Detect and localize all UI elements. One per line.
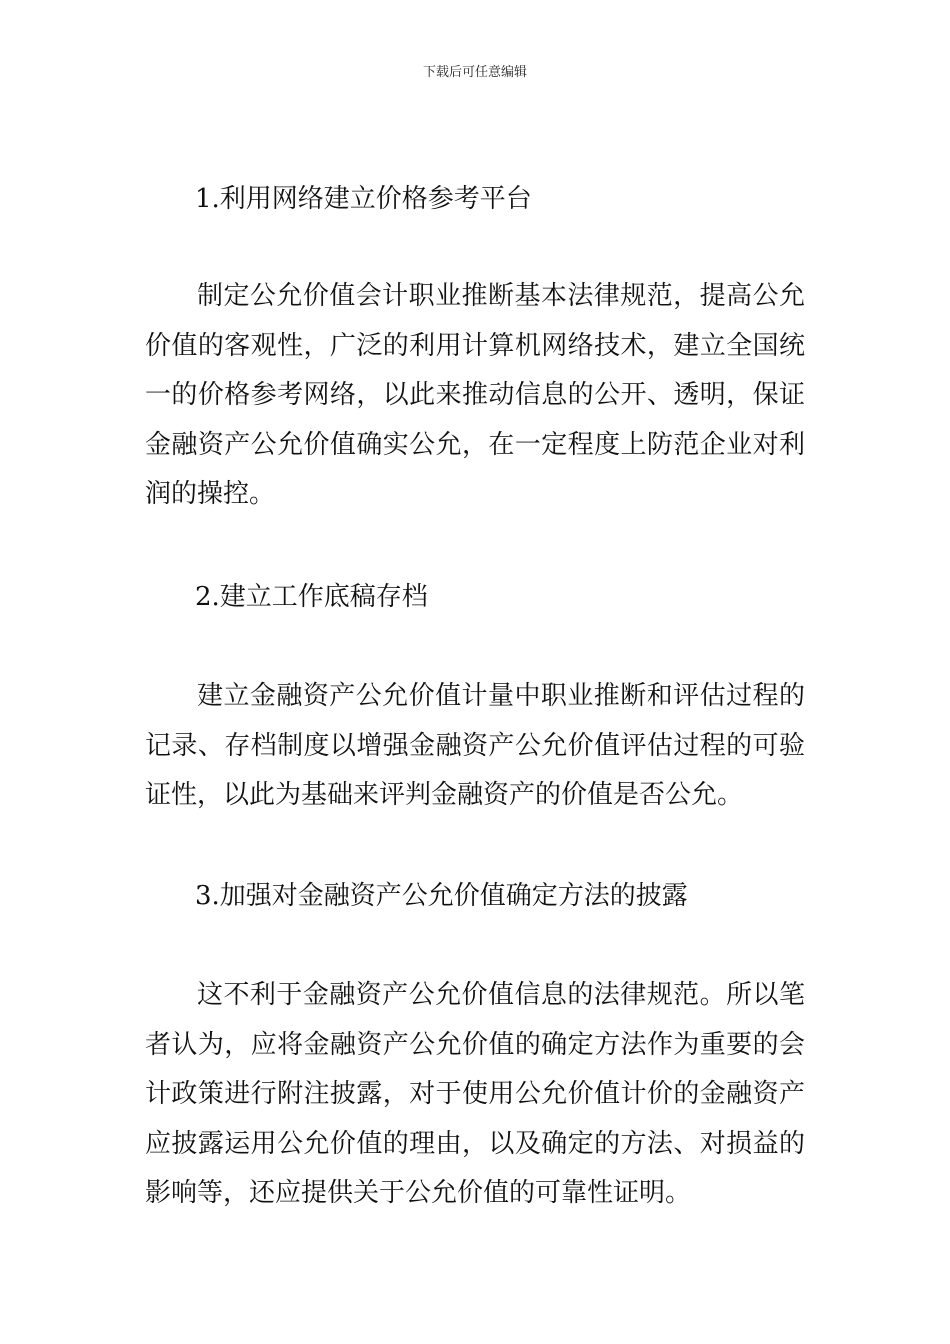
section-3-paragraph: 这不利于金融资产公允价值信息的法律规范。所以笔者认为，应将金融资产公允价值的确定方法作为重要的会计政策进行附注披露，对于使用公允价值计价的金融资产应披露运用公允价值的理由，以及确定的方法、对损益的影响等，还应提供关于公允价值的可靠性证明。 <box>145 980 805 1208</box>
page-header: 下载后可任意编辑 <box>422 65 527 80</box>
section-1-heading: 1.利用网络建立价格参考平台 <box>195 184 532 214</box>
section-2-paragraph: 建立金融资产公允价值计量中职业推断和评估过程的记录、存档制度以增强金融资产公允价值评估过程的可验证性，以此为基础来评判金融资产的价值是否公允。 <box>145 681 805 810</box>
section-2-heading: 2.建立工作底稿存档 <box>195 582 428 612</box>
section-3-heading: 3.加强对金融资产公允价值确定方法的披露 <box>195 881 688 911</box>
section-1-paragraph: 制定公允价值会计职业推断基本法律规范，提高公允价值的客观性，广泛的利用计算机网络技术，建立全国统一的价格参考网络，以此来推动信息的公开、透明，保证金融资产公允价值确实公允，在一定程度上防范企业对利润的操控。 <box>145 281 805 509</box>
